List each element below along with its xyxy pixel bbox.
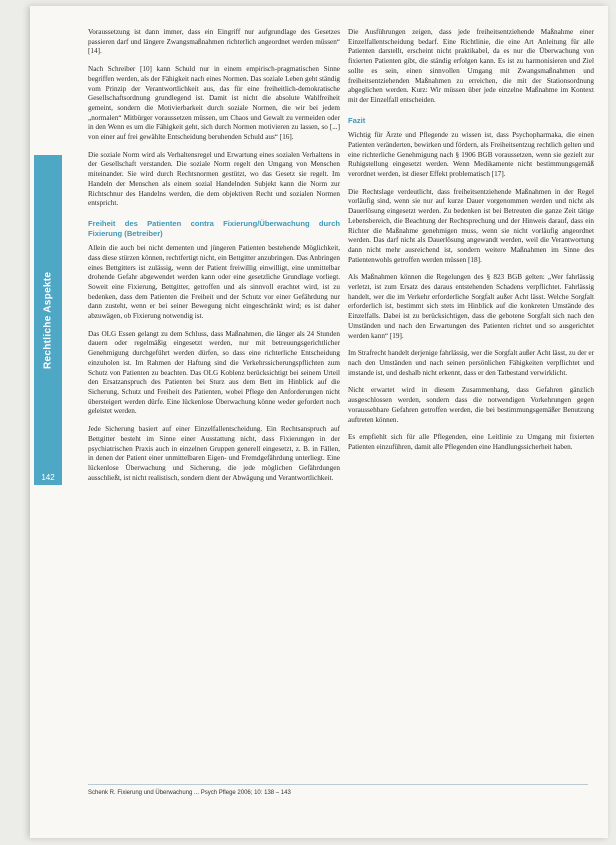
body-paragraph: Wichtig für Ärzte und Pflegende zu wissen ist, dass Psychopharmaka, die einen Patienten veränderten, bewirken und fördern, als Freiheitsentzug rechtlich gelten und eine richterliche Genehmigung nach § 1906 BGB voraussetzen, wenn sie gezielt zur Ruhigstellung eingesetzt werden. Wenn Medikamente nicht bestimmungsgemäß verordnet werden, ist dieser Effekt problematisch [17].: [348, 131, 594, 179]
right-column: [348, 28, 594, 461]
section-heading: Fazit: [348, 115, 366, 125]
left-column: [88, 28, 340, 491]
page-footer: Schenk R. Fixierung und Überwachung ... Psych Pflege 2006; 10: 138 – 143: [88, 790, 291, 796]
body-paragraph: Im Strafrecht handelt derjenige fahrlässig, wer die Sorgfalt außer Acht lässt, zu der er nach den Umständen und nach seinen persönlichen Fähigkeiten verpflichtet und imstande ist, und deshalb nicht erkennt, dass er den Tatbestand verwirklicht.: [348, 349, 594, 377]
body-paragraph: Allein die auch bei nicht dementen und jüngeren Patienten bestehende Möglichkeit, dass diese stürzen können, rechtfertigt nicht, ein Bettgitter anzubringen. Das Anbringen eines Bettgitters ist zulässig, wenn der Patient freiwillig einwilligt, eine unmittelbar drohende Gefahr abgewendet werden kann oder eine gesetzliche Grundlage vorliegt. Soweit eine Fixierung, Bettgitter, getroffen und als sinnvoll erachtet wird, ist zu bedenken, dass dem Patienten die Freiheit und der Schutz vor einer Gefährdung nur dann zusteht, wenn er bei seiner Bewegung nicht eingeschränkt wird; es ist daher abzuwägen, ob Fixierung notwendig ist.: [88, 244, 340, 321]
side-tab-label: Rechtliche Aspekte: [42, 271, 54, 369]
body-paragraph: Voraussetzung ist dann immer, dass ein Eingriff nur aufgrundlage des Gesetzes passieren darf und längere Zwangsmaßnahmen richterlich angeordnet werden müssen“ [14].: [88, 28, 340, 56]
body-paragraph: Die soziale Norm wird als Verhaltensregel und Erwartung eines sozialen Verhaltens in der Gesellschaft verstanden. Die soziale Norm regelt den Umgang von Menschen miteinander. Sie wird durch Rechtsnormen gestützt, wo das Gesetz sie regelt. Im Handeln der Menschen als einem sozial Handelnden Subjekt kann die Norm zur Richtschnur des Handelns werden, die dem objektiven Recht und sozialen Normen entspricht.: [88, 150, 340, 208]
body-paragraph: Nicht erwartet wird in diesem Zusammenhang, dass Gefahren gänzlich ausgeschlossen werden, sondern dass die notwendigen Vorkehrungen gegen voraussehbare Gefahren getroffen werden, die bei bestimmungsgemäßer Benutzung auftreten können.: [348, 386, 594, 424]
section-heading: Freiheit des Patienten contra Fixierung/Überwachung durch Fixierung (Betreiber): [88, 218, 340, 238]
body-paragraph: Als Maßnahmen können die Regelungen des § 823 BGB gelten: „Wer fahrlässig verletzt, ist zum Ersatz des daraus entstehenden Schadens verpflichtet. Fahrlässig handelt, wer die im Verkehr erforderliche Sorgfalt außer Acht lässt. Welche Sorgfalt erforderlich ist, bestimmt sich stets im Hinblick auf die konkreten Umstände des Einzelfalls. Dabei ist zu berücksichtigen, dass die gebotene Sorgfalt sich nach den Umständen und nach den Erwartungen des Patienten richtet und so ausgerichtet werden kann“ [19].: [348, 273, 594, 340]
body-paragraph: Nach Schreiber [10] kann Schuld nur in einem empirisch-pragmatischen Sinne begriffen werden, als der Fähigkeit nach eines Normen. Das soziale Leben geht ständig vom Prinzip der Verantwortlichkeit aus, das für eine freiheitlich-demokratische Gesellschaftsordnung grundlegend ist. Damit ist nicht die absolute Wahlfreiheit gemeint, sondern die Motivierbarkeit durch soziale Normen, die wir bei jedem „normalen“ Mitbürger voraussetzen müssen, um Chaos und Gewalt zu vermeiden oder in den Wenn es um die Fähigkeit geht, sich durch Normen motivieren zu lassen, so [...] von einer auf frei gewählte Entscheidung beruhenden Schuld aus“ [16].: [88, 65, 340, 142]
body-paragraph: Jede Sicherung basiert auf einer Einzelfallentscheidung. Ein Rechtsanspruch auf Bettgitter besteht im Sinne einer Ausstattung nicht, dass Fixierungen in der psychiatrischen Praxis auch in einzelnen Gruppen generell eingesetzt, z. B. in Fällen, in denen der Patient einer unmittelbaren Eigen- und Fremdgefährdung unterliegt. Eine lückenlose Überwachung und Sicherung, die jede möglichen Gefährdungen ausschließt, ist nicht realistisch, sondern dient der Abwägung und Verantwortlichkeit.: [88, 425, 340, 482]
body-paragraph: Es empfiehlt sich für alle Pflegenden, eine Leitlinie zu Umgang mit fixierten Patienten einzuführen, damit alle Pflegenden eine Handlungssicherheit haben.: [348, 433, 594, 451]
body-paragraph: Die Ausführungen zeigen, dass jede freiheitsentziehende Maßnahme einer Einzelfallentscheidung bedarf. Eine Richtlinie, die eine Art Anleitung für alle Patienten darstellt, erscheint nicht praktikabel, da es nur die Überwachung von fixierten Patienten gibt, die ständig erfolgen kann. Es ist zu harmonisieren und Ziel sollte es sein, einen sinnvollen Umgang mit Zwangsmaßnahmen und freiheitsentziehenden Maßnahmen zu erreichen, die mit der Stationsordnung abgeglichen werden. Kurz: Wir müssen über jede einzelne Maßnahme im Kontext mit der Einzelfall entscheiden.: [348, 28, 594, 104]
footer-rule: [88, 784, 588, 785]
side-section-tab: [34, 155, 62, 485]
body-paragraph: Die Rechtslage verdeutlicht, dass freiheitsentziehende Maßnahmen in der Regel vorläufig sind, wenn sie nur auf kurze Dauer vorgenommen werden und nicht als Dauerlösung eingesetzt werden. Zu bedenken ist bei Betreuten die ganze Zeit tätige Lebensbereich, die Beachtung der Rechtsprechung und der Hinweis darauf, dass ein Richter die Maßnahme genehmigen muss, wenn sie nicht vorläufig angeordnet werden. Das darf nicht als Dauerlösung angewandt werden, weil die Verantwortung dann nicht mehr ausreichend ist, sondern weitere Maßnahmen im Sinne des Patientenwohls getroffen werden müssen [18].: [348, 187, 594, 264]
body-paragraph: Das OLG Essen gelangt zu dem Schluss, dass Maßnahmen, die länger als 24 Stunden dauern oder regelmäßig eingesetzt werden, nur mit betreuungsgerichtlicher Genehmigung durchgeführt werden dürfen, so dass eine richterliche Entscheidung einzuholen ist. Im Rahmen der Haftung sind die Verkehrssicherungspflichten zum Schutz von Patienten zu beachten. Das OLG Koblenz berücksichtigt bei seinem Urteil den Ersatzanspruch des Patienten bei Sturz aus dem Bett im Hinblick auf die Sicherung, Schutz und Freiheit des Patienten, wobei Pflege den Anforderungen nicht übersteigert werden dürfe. Eine lückenlose Überwachung könne weder gefordert noch geleistet werden.: [88, 329, 340, 416]
side-tab-page-number: 142: [41, 472, 55, 482]
